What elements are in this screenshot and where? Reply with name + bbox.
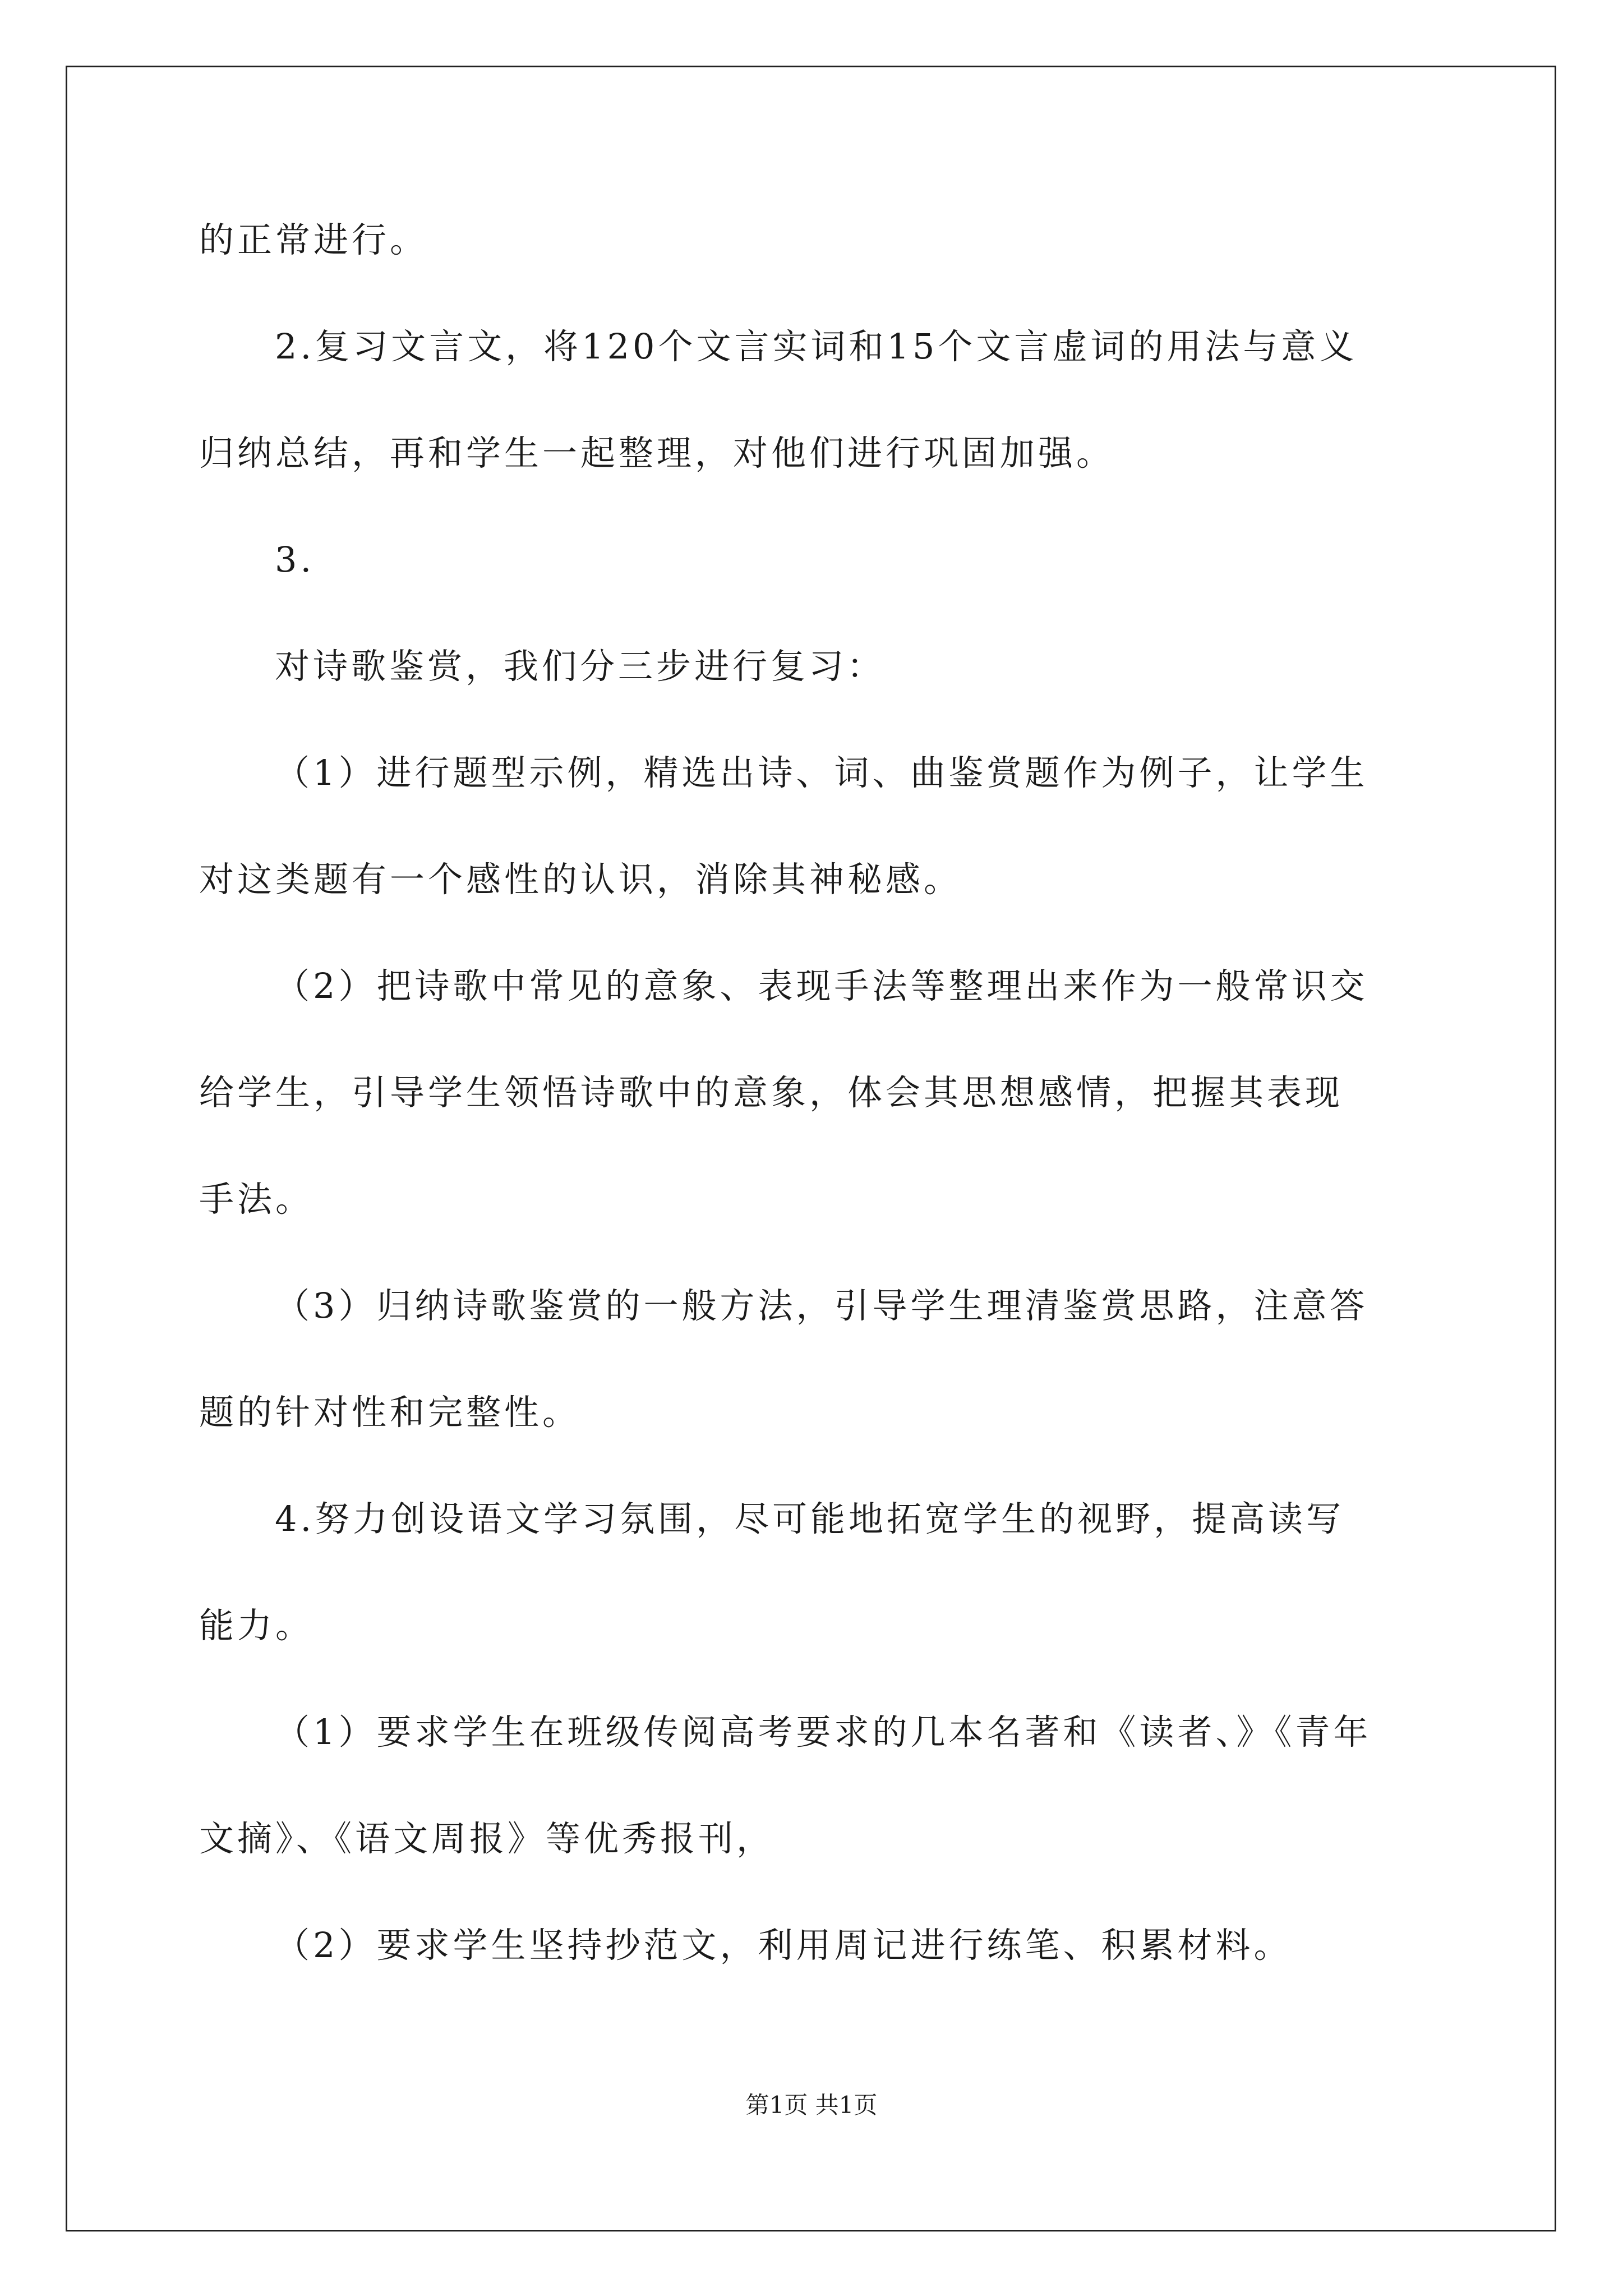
- text-line: （2）要求学生坚持抄范文，利用周记进行练笔、积累材料。: [275, 1925, 1292, 1966]
- text-line: （3）归纳诗歌鉴赏的一般方法，引导学生理清鉴赏思路，注意答: [275, 1285, 1368, 1326]
- text-line: （1）进行题型示例，精选出诗、词、曲鉴赏题作为例子，让学生: [275, 752, 1368, 793]
- text-line: 3.: [275, 539, 315, 580]
- text-line: 的正常进行。: [199, 219, 428, 260]
- page-footer: 第1页 共1页: [745, 2091, 878, 2119]
- text-line: 4.努力创设语文学习氛围，尽可能地拓宽学生的视野，提高读写: [275, 1498, 1345, 1539]
- text-line: 能力。: [199, 1605, 314, 1646]
- text-line: （2）把诗歌中常见的意象、表现手法等整理出来作为一般常识交: [275, 965, 1368, 1006]
- text-line: 文摘》、《语文周报》等优秀报刊，: [199, 1818, 775, 1859]
- page-border: [66, 66, 1556, 2231]
- text-line: 对诗歌鉴赏，我们分三步进行复习：: [275, 646, 886, 687]
- text-line: （1）要求学生在班级传阅高考要求的几本名著和《读者、》《青年: [275, 1711, 1372, 1752]
- text-line: 给学生，引导学生领悟诗歌中的意象，体会其思想感情，把握其表现: [199, 1072, 1344, 1113]
- text-line: 题的针对性和完整性。: [199, 1392, 581, 1433]
- text-line: 归纳总结，再和学生一起整理，对他们进行巩固加强。: [199, 432, 1115, 473]
- text-line: 对这类题有一个感性的认识，消除其神秘感。: [199, 859, 962, 900]
- text-line: 手法。: [199, 1179, 314, 1220]
- text-line: 2.复习文言文，将120个文言实词和15个文言虚词的用法与意义: [275, 326, 1358, 367]
